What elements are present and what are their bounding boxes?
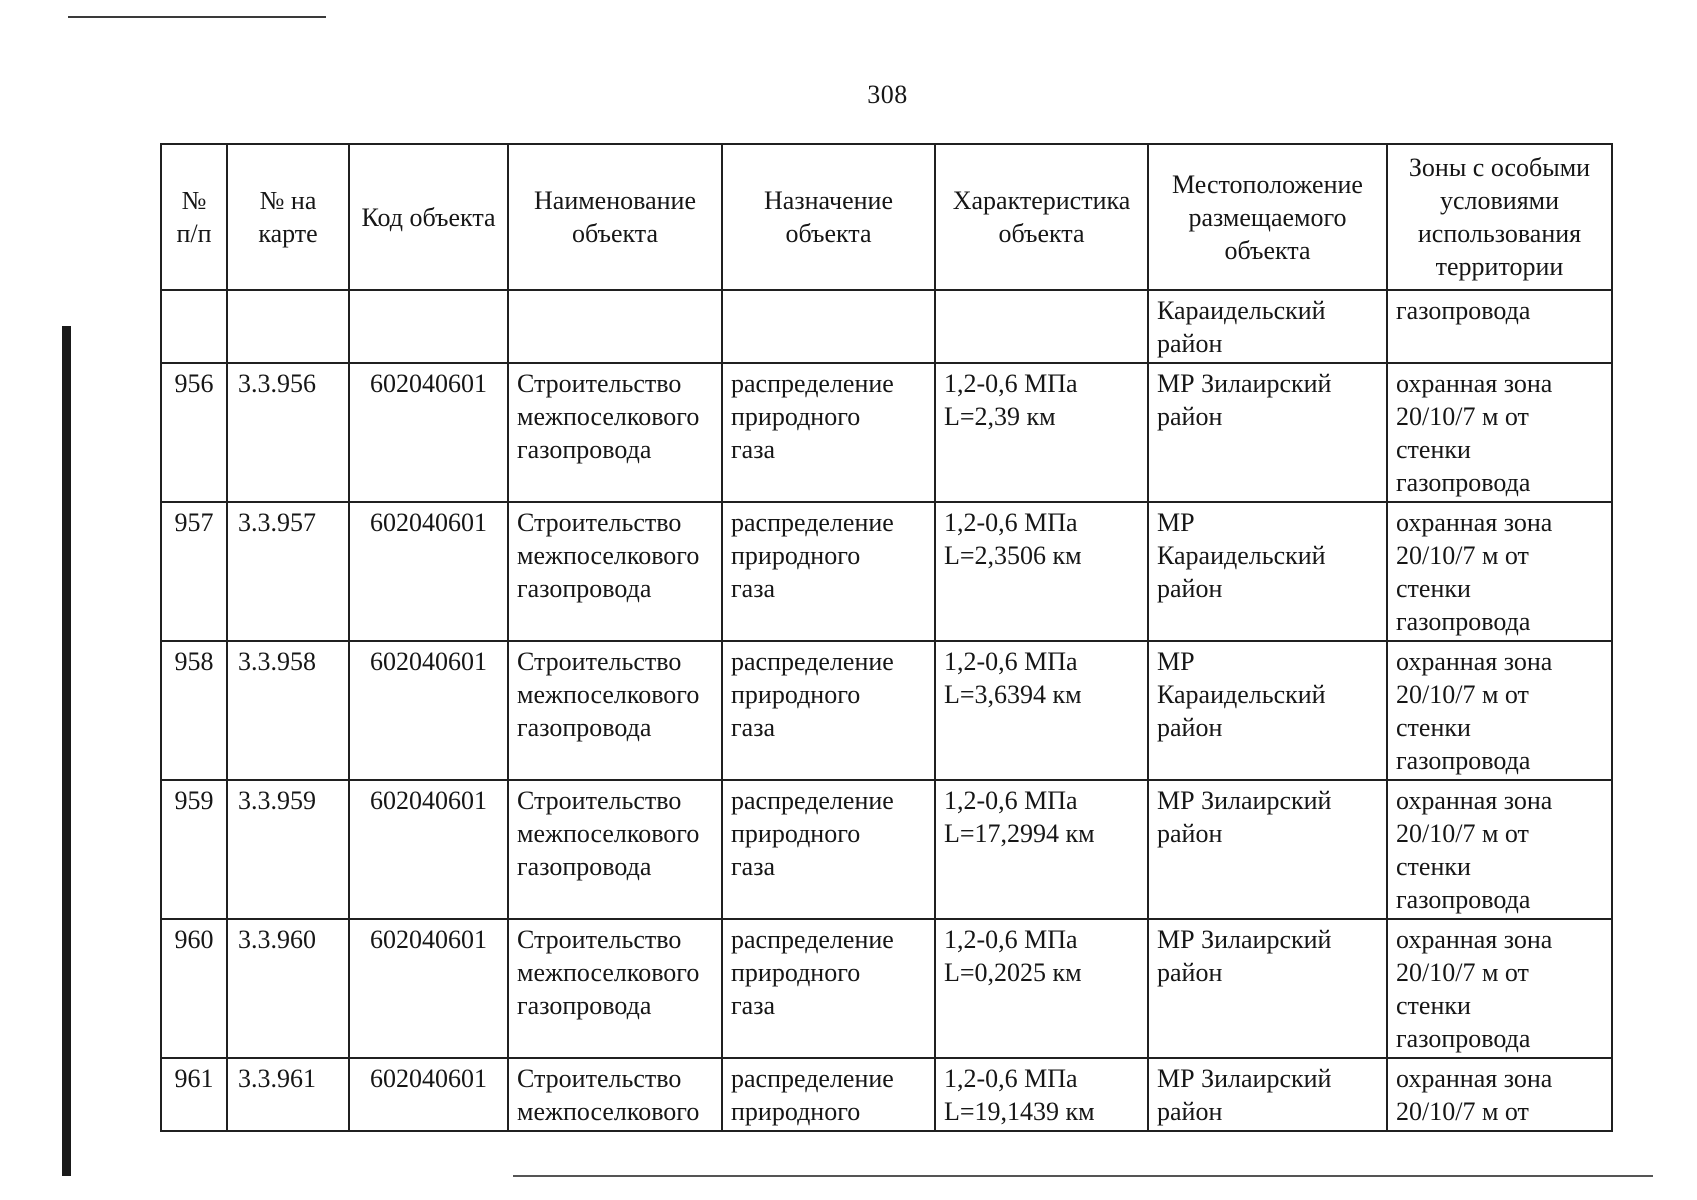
cell-special-zones-line: 20/10/7 м от bbox=[1396, 541, 1529, 570]
cell-special-zones-line: 20/10/7 м от bbox=[1396, 819, 1529, 848]
cell-object-name bbox=[508, 1058, 722, 1131]
cell-special-zones-line: газопровода bbox=[1396, 607, 1531, 636]
cell-num bbox=[161, 290, 227, 363]
header-object-location-line: объекта bbox=[1224, 235, 1311, 265]
cell-special-zones-line: 20/10/7 м от bbox=[1396, 680, 1529, 709]
scan-edge-line-bottom bbox=[513, 1175, 1653, 1177]
cell-object-location bbox=[1148, 502, 1387, 641]
cell-special-zones-line: охранная зона bbox=[1396, 1064, 1553, 1093]
page-number: 308 bbox=[867, 80, 908, 109]
header-special-zones-line: условиями bbox=[1439, 186, 1560, 215]
header-num-line: п/п bbox=[176, 219, 212, 248]
cell-special-zones-line: газопровода bbox=[1396, 296, 1531, 325]
cell-object-characteristic-line: 1,2-0,6 МПа bbox=[944, 1064, 1078, 1093]
header-object-characteristic-line: Характеристика bbox=[952, 186, 1131, 215]
cell-object-characteristic-line: 1,2-0,6 МПа bbox=[944, 647, 1078, 676]
cell-special-zones-line: стенки bbox=[1396, 574, 1471, 603]
cell-object-characteristic-line: L=2,3506 км bbox=[944, 541, 1082, 570]
cell-map-number: 3.3.958 bbox=[227, 641, 349, 780]
cell-object-purpose-line: газа bbox=[731, 991, 776, 1020]
table-row bbox=[161, 641, 1612, 780]
cell-object-name-line: Строительство bbox=[517, 369, 682, 398]
cell-object-name-line: газопровода bbox=[517, 852, 652, 881]
table-row bbox=[161, 919, 1612, 1058]
cell-object-characteristic bbox=[935, 502, 1148, 641]
cell-object-name-line: газопровода bbox=[517, 574, 652, 603]
cell-object-code: 602040601 bbox=[349, 641, 508, 780]
cell-object-name-line: межпоселкового bbox=[517, 541, 700, 570]
cell-object-location-line: район bbox=[1157, 1097, 1223, 1126]
cell-object-characteristic-line: 1,2-0,6 МПа bbox=[944, 786, 1078, 815]
cell-num: 956 bbox=[161, 363, 227, 502]
scan-edge-line-left bbox=[62, 326, 71, 1176]
cell-object-purpose-line: распределение bbox=[731, 925, 894, 954]
header-object-purpose-line: объекта bbox=[785, 219, 872, 248]
cell-object-location-line: МР Зилаирский bbox=[1157, 786, 1332, 815]
table-row-continuation bbox=[161, 290, 1612, 363]
cell-object-location bbox=[1148, 919, 1387, 1058]
cell-object-location-line: Караидельский bbox=[1157, 680, 1326, 709]
cell-object-purpose-line: природного bbox=[731, 1097, 861, 1126]
cell-object-name-line: межпоселкового bbox=[517, 402, 700, 431]
cell-object-purpose-line: природного bbox=[731, 541, 861, 570]
cell-special-zones bbox=[1387, 502, 1612, 641]
header-object-location-line: размещаемого bbox=[1188, 202, 1347, 232]
cell-object-location bbox=[1148, 290, 1387, 363]
table-row bbox=[161, 780, 1612, 919]
cell-num: 957 bbox=[161, 502, 227, 641]
cell-special-zones bbox=[1387, 1058, 1612, 1131]
cell-object-characteristic bbox=[935, 780, 1148, 919]
cell-num: 958 bbox=[161, 641, 227, 780]
objects-registry-table bbox=[160, 143, 1613, 1132]
cell-object-purpose-line: распределение bbox=[731, 1064, 894, 1093]
cell-object-location-line: район bbox=[1157, 713, 1223, 742]
cell-object-code: 602040601 bbox=[349, 780, 508, 919]
header-object-name bbox=[508, 144, 722, 290]
cell-object-location-line: МР Зилаирский bbox=[1157, 1064, 1332, 1093]
cell-special-zones-line: охранная зона bbox=[1396, 508, 1553, 537]
cell-object-purpose-line: природного bbox=[731, 958, 861, 987]
header-special-zones-line: территории bbox=[1435, 252, 1564, 281]
cell-object-code: 602040601 bbox=[349, 1058, 508, 1131]
cell-special-zones bbox=[1387, 641, 1612, 780]
cell-object-name-line: Строительство bbox=[517, 1064, 682, 1093]
cell-object-name bbox=[508, 363, 722, 502]
cell-object-name-line: межпоселкового bbox=[517, 958, 700, 987]
header-special-zones bbox=[1387, 144, 1612, 290]
cell-object-location-line: МР bbox=[1157, 647, 1195, 676]
table-header-row bbox=[161, 144, 1612, 290]
cell-special-zones-line: газопровода bbox=[1396, 746, 1531, 775]
cell-special-zones-line: охранная зона bbox=[1396, 925, 1553, 954]
cell-object-purpose-line: газа bbox=[731, 852, 776, 881]
cell-object-location-line: район bbox=[1157, 329, 1223, 358]
cell-object-purpose bbox=[722, 919, 935, 1058]
cell-special-zones-line: 20/10/7 м от bbox=[1396, 1097, 1529, 1126]
cell-object-name-line: межпоселкового bbox=[517, 680, 700, 709]
header-object-code-line: Код объекта bbox=[361, 202, 496, 232]
cell-special-zones-line: охранная зона bbox=[1396, 786, 1553, 815]
header-map-number bbox=[227, 144, 349, 290]
cell-special-zones-line: газопровода bbox=[1396, 468, 1531, 497]
cell-object-purpose bbox=[722, 502, 935, 641]
cell-object-characteristic bbox=[935, 641, 1148, 780]
cell-special-zones bbox=[1387, 780, 1612, 919]
cell-object-characteristic-line: L=3,6394 км bbox=[944, 680, 1082, 709]
cell-object-name-line: газопровода bbox=[517, 435, 652, 464]
header-special-zones-line: использования bbox=[1417, 219, 1582, 248]
cell-map-number: 3.3.956 bbox=[227, 363, 349, 502]
table-row bbox=[161, 363, 1612, 502]
table-row bbox=[161, 1058, 1612, 1131]
header-object-code bbox=[349, 144, 508, 290]
cell-object-location-line: район bbox=[1157, 402, 1223, 431]
cell-num: 959 bbox=[161, 780, 227, 919]
cell-special-zones-line: газопровода bbox=[1396, 885, 1531, 914]
cell-object-purpose-line: распределение bbox=[731, 508, 894, 537]
cell-object-name bbox=[508, 641, 722, 780]
cell-object-purpose bbox=[722, 363, 935, 502]
cell-object-characteristic-line: L=19,1439 км bbox=[944, 1097, 1095, 1126]
scan-edge-line-top bbox=[68, 16, 326, 18]
header-num-line: № bbox=[181, 186, 207, 215]
cell-object-location bbox=[1148, 641, 1387, 780]
cell-special-zones-line: стенки bbox=[1396, 435, 1471, 464]
cell-object-purpose-line: газа bbox=[731, 435, 776, 464]
cell-object-code: 602040601 bbox=[349, 363, 508, 502]
cell-object-location-line: МР bbox=[1157, 508, 1195, 537]
header-object-characteristic-line: объекта bbox=[998, 219, 1085, 248]
cell-special-zones bbox=[1387, 290, 1612, 363]
cell-object-code bbox=[349, 290, 508, 363]
header-object-purpose bbox=[722, 144, 935, 290]
cell-special-zones bbox=[1387, 363, 1612, 502]
cell-map-number: 3.3.961 bbox=[227, 1058, 349, 1131]
cell-object-characteristic-line: L=17,2994 км bbox=[944, 819, 1095, 848]
cell-object-location bbox=[1148, 363, 1387, 502]
cell-num: 961 bbox=[161, 1058, 227, 1131]
cell-object-characteristic-line: L=0,2025 км bbox=[944, 958, 1082, 987]
header-num bbox=[161, 144, 227, 290]
cell-object-name-line: Строительство bbox=[517, 508, 682, 537]
cell-object-location-line: район bbox=[1157, 574, 1223, 603]
cell-object-purpose-line: природного bbox=[731, 402, 861, 431]
header-special-zones-line: Зоны с особыми bbox=[1408, 153, 1591, 182]
cell-object-code: 602040601 bbox=[349, 502, 508, 641]
header-object-characteristic bbox=[935, 144, 1148, 290]
cell-object-name-line: межпоселкового bbox=[517, 1097, 700, 1126]
cell-object-purpose-line: распределение bbox=[731, 647, 894, 676]
cell-special-zones bbox=[1387, 919, 1612, 1058]
cell-object-purpose-line: газа bbox=[731, 574, 776, 603]
table-body bbox=[161, 290, 1612, 1131]
cell-object-name-line: газопровода bbox=[517, 991, 652, 1020]
cell-object-name-line: Строительство bbox=[517, 647, 682, 676]
cell-object-name bbox=[508, 919, 722, 1058]
cell-object-characteristic bbox=[935, 290, 1148, 363]
header-object-name-line: Наименование bbox=[534, 186, 696, 215]
cell-object-characteristic-line: 1,2-0,6 МПа bbox=[944, 508, 1078, 537]
header-object-location bbox=[1148, 144, 1387, 290]
cell-object-name-line: Строительство bbox=[517, 786, 682, 815]
cell-object-name bbox=[508, 290, 722, 363]
cell-object-name-line: Строительство bbox=[517, 925, 682, 954]
cell-object-location-line: район bbox=[1157, 819, 1223, 848]
cell-object-characteristic-line: 1,2-0,6 МПа bbox=[944, 925, 1078, 954]
cell-special-zones-line: стенки bbox=[1396, 713, 1471, 742]
cell-object-location bbox=[1148, 780, 1387, 919]
header-object-name-line: объекта bbox=[571, 219, 659, 248]
cell-object-characteristic bbox=[935, 919, 1148, 1058]
cell-special-zones-line: охранная зона bbox=[1396, 647, 1553, 676]
cell-object-purpose bbox=[722, 1058, 935, 1131]
header-object-location-line: Местоположение bbox=[1172, 169, 1363, 199]
cell-object-characteristic bbox=[935, 363, 1148, 502]
cell-special-zones-line: 20/10/7 м от bbox=[1396, 958, 1529, 987]
cell-special-zones-line: газопровода bbox=[1396, 1024, 1531, 1053]
cell-object-name-line: межпоселкового bbox=[517, 819, 700, 848]
cell-object-characteristic-line: 1,2-0,6 МПа bbox=[944, 369, 1078, 398]
cell-object-characteristic-line: L=2,39 км bbox=[944, 402, 1056, 431]
cell-object-name bbox=[508, 780, 722, 919]
cell-object-location-line: Караидельский bbox=[1157, 296, 1326, 325]
cell-object-location-line: МР Зилаирский bbox=[1157, 369, 1332, 398]
cell-object-location-line: Караидельский bbox=[1157, 541, 1326, 570]
cell-object-purpose bbox=[722, 290, 935, 363]
cell-object-purpose-line: распределение bbox=[731, 369, 894, 398]
cell-object-characteristic bbox=[935, 1058, 1148, 1131]
cell-special-zones-line: стенки bbox=[1396, 991, 1471, 1020]
cell-object-purpose-line: природного bbox=[731, 680, 861, 709]
cell-object-name bbox=[508, 502, 722, 641]
cell-object-purpose-line: газа bbox=[731, 713, 776, 742]
cell-object-location bbox=[1148, 1058, 1387, 1131]
cell-special-zones-line: стенки bbox=[1396, 852, 1471, 881]
header-map-number-line: № на bbox=[259, 186, 317, 215]
header-object-purpose-line: Назначение bbox=[764, 186, 893, 215]
cell-special-zones-line: охранная зона bbox=[1396, 369, 1553, 398]
cell-map-number: 3.3.959 bbox=[227, 780, 349, 919]
cell-object-purpose bbox=[722, 780, 935, 919]
cell-map-number bbox=[227, 290, 349, 363]
header-map-number-line: карте bbox=[258, 219, 318, 248]
cell-object-purpose-line: распределение bbox=[731, 786, 894, 815]
cell-num: 960 bbox=[161, 919, 227, 1058]
cell-object-code: 602040601 bbox=[349, 919, 508, 1058]
cell-special-zones-line: 20/10/7 м от bbox=[1396, 402, 1529, 431]
cell-object-location-line: район bbox=[1157, 958, 1223, 987]
cell-object-location-line: МР Зилаирский bbox=[1157, 925, 1332, 954]
cell-object-name-line: газопровода bbox=[517, 713, 652, 742]
table-row bbox=[161, 502, 1612, 641]
cell-map-number: 3.3.957 bbox=[227, 502, 349, 641]
cell-object-purpose-line: природного bbox=[731, 819, 861, 848]
cell-map-number: 3.3.960 bbox=[227, 919, 349, 1058]
cell-object-purpose bbox=[722, 641, 935, 780]
